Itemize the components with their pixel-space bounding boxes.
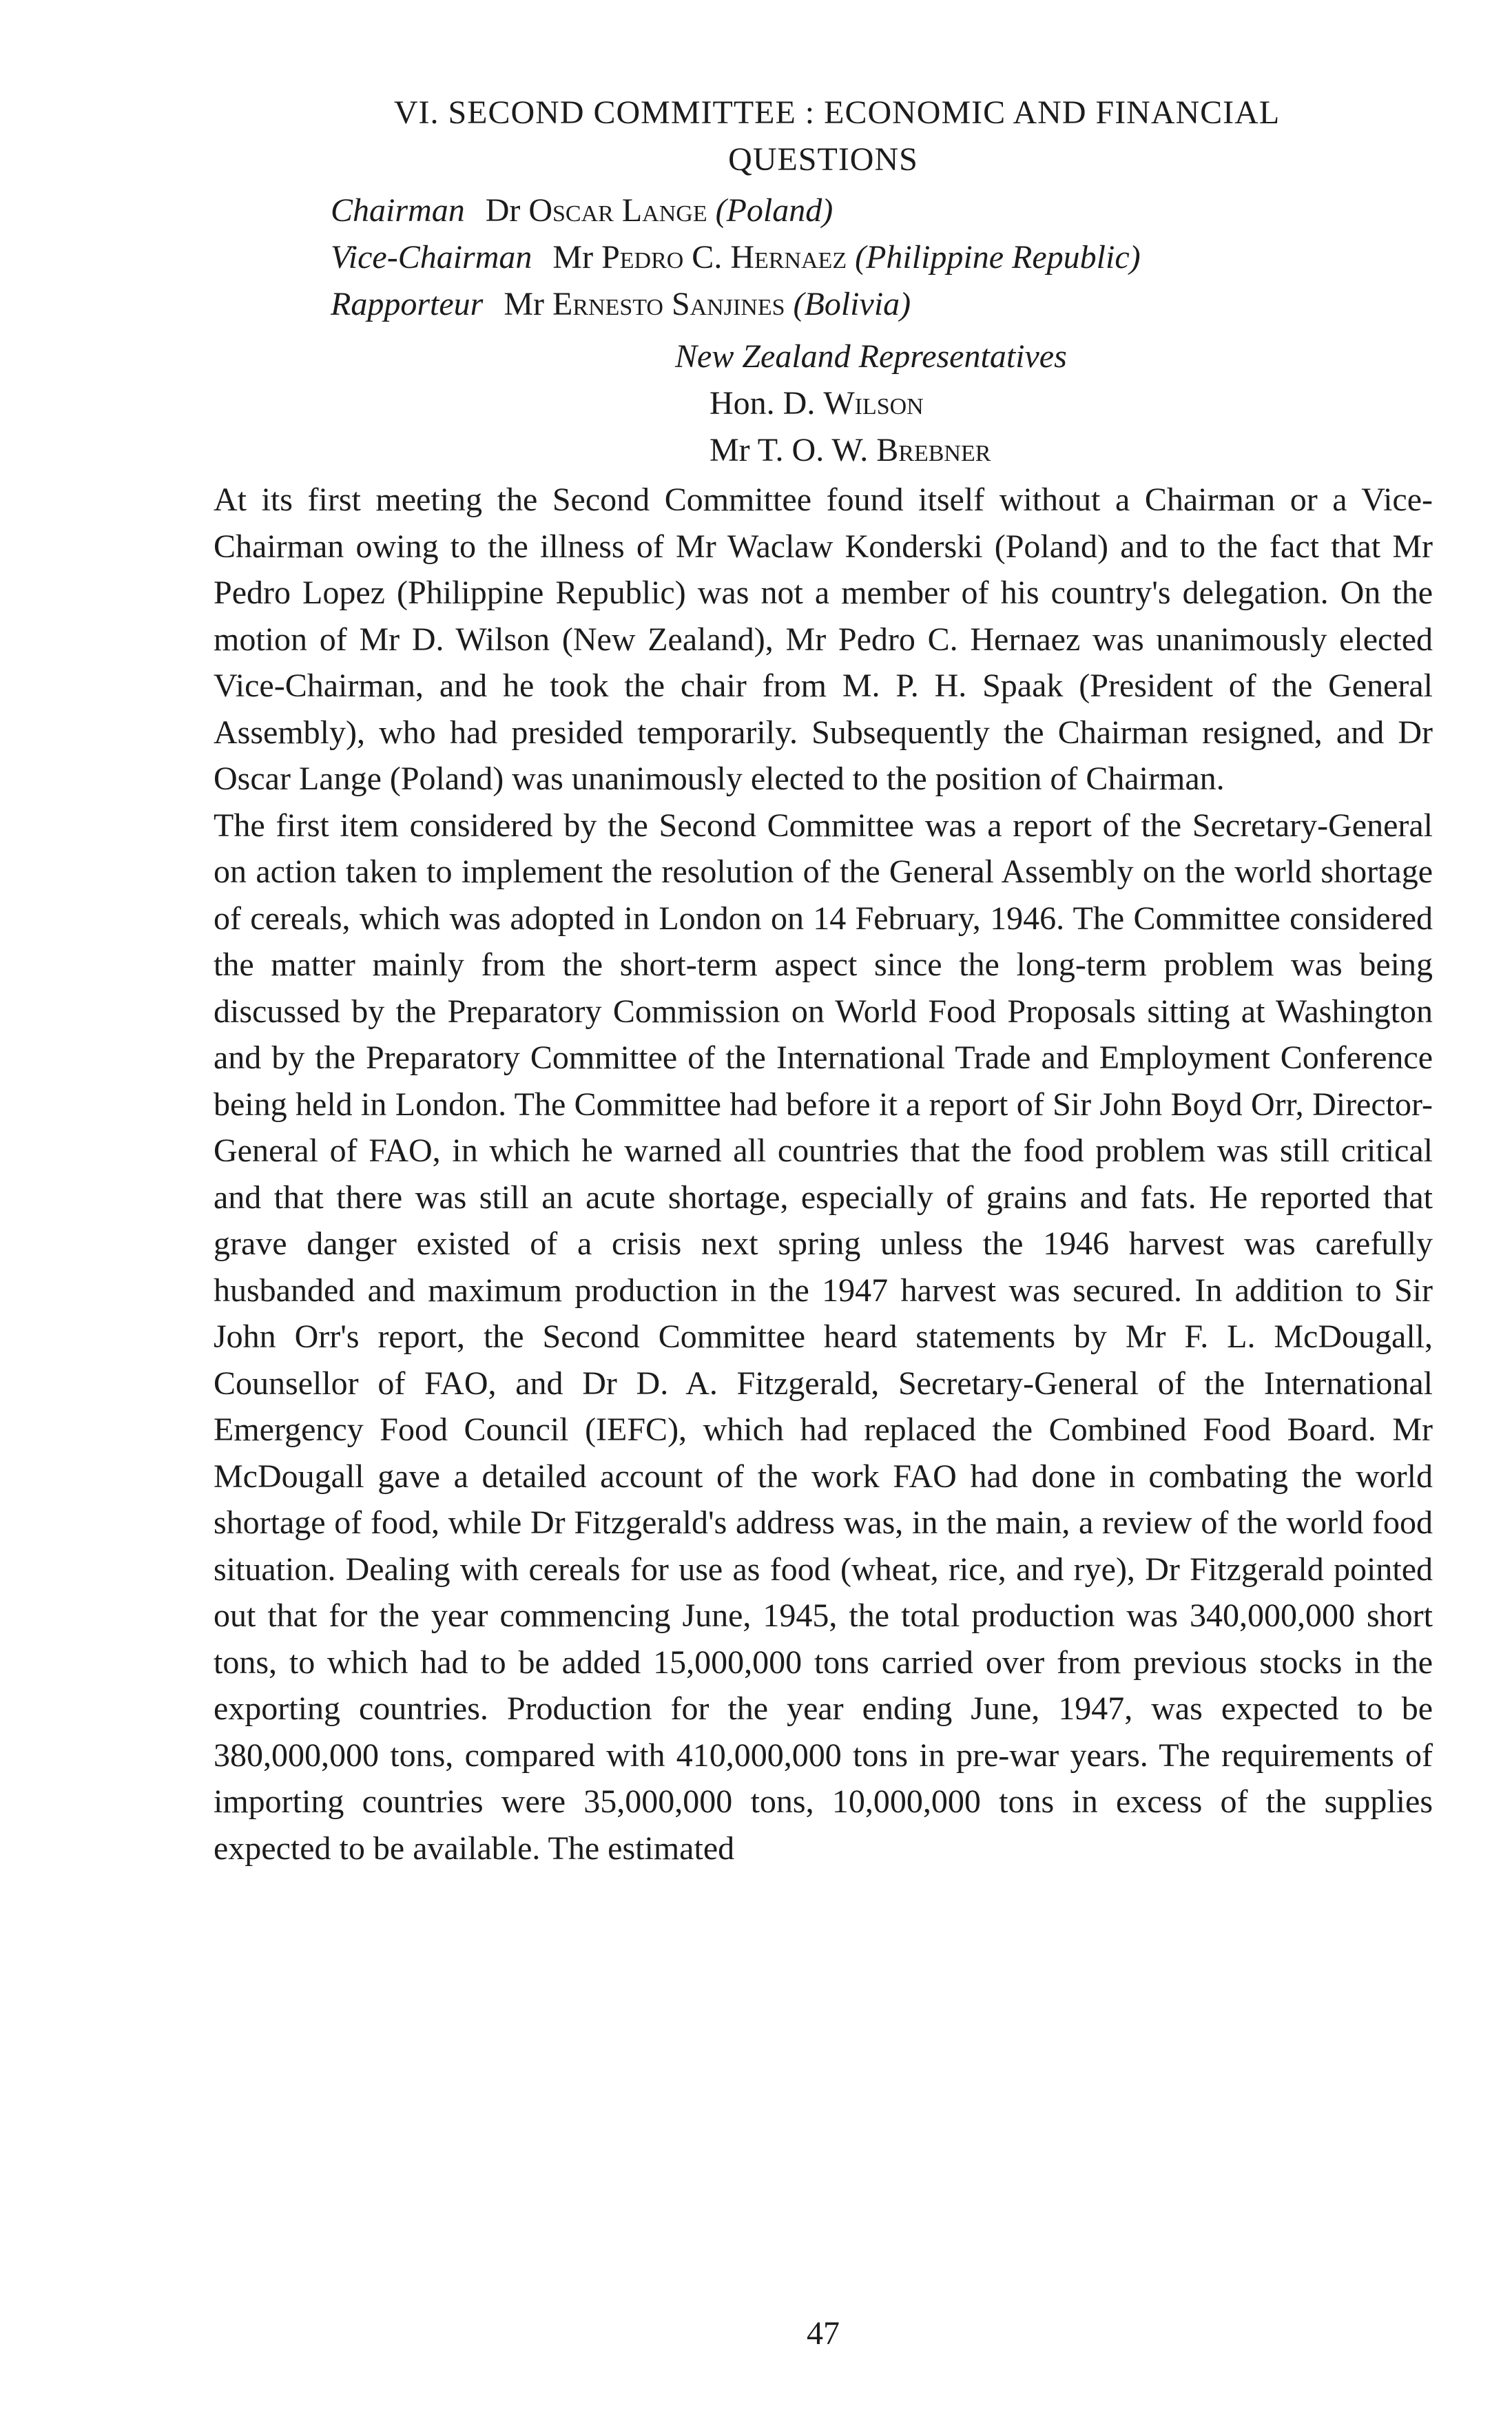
officer-role: Rapporteur	[331, 286, 484, 322]
representative-surname: Brebner	[876, 432, 991, 468]
representative-surname: Wilson	[823, 385, 924, 422]
officer-country: (Bolivia)	[793, 286, 911, 322]
officer-name: Oscar Lange	[528, 192, 707, 229]
representatives-title: New Zealand Representatives	[675, 338, 1067, 375]
representative-wilson	[710, 380, 1433, 427]
officer-role: Chairman	[331, 192, 465, 229]
paragraph-cereals-shortage: The first item considered by the Second Committee was a report of the Secretary-General on action taken to implement the resolution of the General Assembly on the world shortage of cereals, which was adopted in London on 14 February, 1946. The Committee considered the matter mainly from the short-term aspect since the long-term problem was being discussed by the Preparatory Commission on World Food Proposals sitting at Washington and by the Preparatory Committee of the International Trade and Employment Conference being held in London. The Committee had before it a report of Sir John Boyd Orr, Director-General of FAO, in which he warned all countries that the food problem was still critical and that there was still an acute shortage, especially of grains and fats. He reported that grave danger existed of a crisis next spring unless the 1946 harvest was carefully husbanded and maximum production in the 1947 harvest was secured. In addition to Sir John Orr's report, the Second Committee heard statements by Mr F. L. McDougall, Counsellor of FAO, and Dr D. A. Fitzgerald, Secretary-General of the International Emergency Food Council (IEFC), which had replaced the Combined Food Board. Mr McDougall gave a detailed account of the work FAO had done in combating the world shortage of food, while Dr Fitzgerald's address was, in the main, a review of the world food situation. Dealing with cereals for use as food (wheat, rice, and rye), Dr Fitzgerald pointed out that for the year commencing June, 1945, the total production was 340,000,000 short tons, to which had to be added 15,000,000 tons carried over from previous stocks in the exporting countries. Production for the year ending June, 1947, was expected to be 380,000,000 tons, compared with 410,000,000 tons in pre-war years. The requirements of importing countries were 35,000,000 tons, 10,000,000 tons in excess of the supplies expected to be available. The estimated	[214, 807, 1433, 1867]
representative-prefix: Mr T. O. W.	[710, 432, 869, 468]
officer-chairman	[331, 187, 1433, 234]
committee-officers	[331, 187, 1433, 328]
officer-name: Ernesto Sanjines	[552, 286, 785, 322]
body-text	[214, 477, 1433, 1872]
officer-rapporteur	[331, 281, 1433, 328]
officer-title: Mr	[504, 286, 544, 322]
new-zealand-representatives	[214, 333, 1433, 474]
officer-role: Vice-Chairman	[331, 239, 532, 276]
officer-vice-chairman	[331, 234, 1433, 281]
section-heading	[214, 90, 1433, 183]
officer-name: Pedro C. Hernaez	[601, 239, 847, 276]
officer-country: (Poland)	[715, 192, 833, 229]
heading-line-2: QUESTIONS	[728, 141, 918, 178]
page-number: 47	[807, 2315, 840, 2352]
representative-prefix: Hon. D.	[710, 385, 816, 422]
heading-line-1: VI. SECOND COMMITTEE : ECONOMIC AND FINANCIAL	[393, 94, 1281, 131]
officer-title: Mr	[552, 239, 594, 276]
officer-country: (Philippine Republic)	[855, 239, 1141, 276]
paragraph-committee-election: At its first meeting the Second Committee found itself without a Chairman or a Vice-Chairman owing to the illness of Mr Waclaw Konderski (Poland) and to the fact that Mr Pedro Lopez (Philippine Republic) was not a member of his country's delegation. On the motion of Mr D. Wilson (New Zealand), Mr Pedro C. Hernaez was unanimously elected Vice-Chairman, and he took the chair from M. P. H. Spaak (President of the General Assembly), who had presided temporarily. Subsequently the Chairman resigned, and Dr Oscar Lange (Poland) was unanimously elected to the position of Chairman.	[214, 481, 1433, 797]
representative-brebner	[710, 427, 1433, 474]
document-page	[214, 90, 1433, 2363]
officer-title: Dr	[485, 192, 521, 229]
